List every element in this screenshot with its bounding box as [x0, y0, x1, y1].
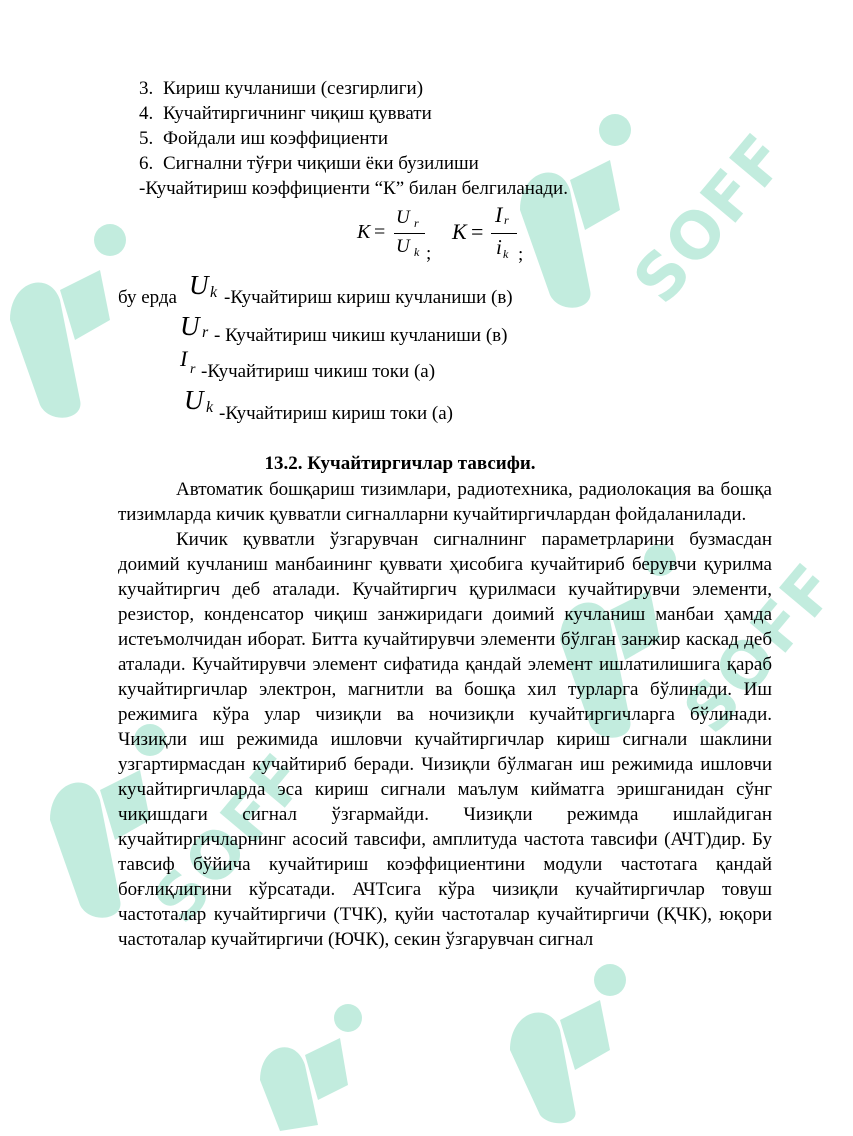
watermark-logo-icon [480, 940, 800, 1130]
watermark-logo-bottom-center [240, 990, 420, 1131]
list-item: 3. Кириш кучланиши (сезгирлиги) [139, 78, 424, 99]
section-heading: 13.2. Кучайтиргичлар тавсифи. [264, 453, 536, 474]
paragraph: Автоматик бошқариш тизимлари, радиотехника, радиолокация ва бошқа тизимларда кичик қувватли сигналларни кучайтиргичлардан фойдаланилади. [118, 479, 772, 525]
watermark-text: SOFF [670, 549, 853, 748]
fraction-bar [394, 233, 425, 234]
numbered-list [139, 76, 568, 201]
paragraph: Кичик қувватли ўзгарувчан сигналнинг параметрларини бузмасдан доимий кучланиш манбаининг қуввати ҳисобига кучайтириб берувчи қурилма кучайтиргич деб аталади. Кучайтиргич қурилмаси кучайтирувчи элементи, резистор, конденсатор чиқиш занжиридаги доимий кучланиш манбаи ҳамда истеъмолчидан иборат. Битта кучайтирувчи элементи бўлган занжир каскад деб аталади. Кучайтирувчи элемент сифатида қандай элемент ишлатилишига қараб кучайтиргичлар электрон, магнитли ва бошқа хил турларга бўлинади. Иш режимига кўра улар чизиқли ва ночизиқли кучайтиргичларга бўлинади. Чизиқли иш режимида ишловчи кучайтиргичлар кириш сигнали шаклини узгартирмасдан кучайтириб беради. Чизиқли бўлмаган иш режимида ишловчи кучайтиргичларда эса кириш сигнали маълум кийматга эришганидан сўнг чиқишдаги сигнал ўзгармайди. Чизиқли режимда ишлайдиган кучайтиргичларнинг асосий тавсифи, амплитуда частота тавсифи (АЧТ)дир. Бу тавсиф бўйича кучайтириш коэффициентини модули частотага қандай боғлиқлигини кўрсатади. АЧТсига кўра чизиқли кучайтиргичлар товуш частоталар кучайтиргичи (ТЧК), қуйи частоталар кучайтиргичи (ҚЧК), юқори частоталар кучайтиргичи (ЮЧК), секин ўзгарувчан сигнал [118, 529, 772, 950]
watermark-text: SOFF [140, 739, 323, 938]
watermark-text: SOFF [620, 119, 803, 318]
document-page: SOFF SOFF SOFF 3. Кириш кучланиши (сезгирлиги) 4. Кучайтиргичнинг чиқиш қуввати 5. Фойдали иш коэффициенти 6. Сигнални тўғри чиқиши ёки бузилиши -Кучайтириш коэффициенти “К” билан белгиланади. K = U r U k ; K = I r i k ; бу ерда U k -Кучайтириш кириш кучланиши (в) U r - Кучайтириш чикиш кучланиши (в) I r -Кучайтириш чикиш токи (а) U k -Кучайтириш кириш токи (а) 13.2. Кучайтиргичлар тавсифи. Автоматик бошқариш тизимлари, радиотехника, радиолокация ва бошқа тизимларда кичик қувватли сигналларни кучайтиргичлардан фойдаланилади. Кичик қувватли ўзгарувчан сигналнинг параметрларини бузмасдан доимий кучланиш манбаининг қуввати ҳисобига кучайтириб берувчи қурилма кучайтиргич деб аталади. Кучайтиргич қурилмаси кучайтирувчи элементи, резистор, конденсатор чиқиш занжиридаги доимий кучланиш манбаи ҳамда истеъмолчидан иборат. Битта кучайтирувчи элементи бўлган занжир каскад деб аталади. Кучайтирувчи элемент сифатида қандай элемент ишлатилишига қараб кучайтиргичлар электрон, магнитли ва бошқа хил турларга бўлинади. Иш режимига кўра улар чизиқли ва ночизиқли кучайтиргичларга бўлинади. Чизиқли иш режимида ишловчи кучайтиргичлар кириш сигнали шаклини узгартирмасдан кучайтириб беради. Чизиқли бўлмаган иш режимида ишловчи кучайтиргичларда эса кириш сигнали маълум кийматга эришганидан сўнг чиқишдаги сигнал ўзгармайди. Чизиқли режимда ишлайдиган кучайтиргичларнинг асосий тавсифи, амплитуда частота тавсифи (АЧТ)дир. Бу тавсиф бўйича кучайтириш коэффициентини модули частотага қандай боғлиқлигини кўрсатади. АЧТсига кўра чизиқли кучайтиргичлар товуш частоталар кучайтиргичи (ТЧК), қуйи частоталар кучайтиргичи (ҚЧК), юқори частоталар кучайтиргичи (ЮЧК), секин ўзгарувчан сигнал [0, 0, 800, 1131]
coefficient-line: -Кучайтириш коэффициенти “К” билан белгиланади. [139, 178, 568, 199]
watermark-logo-icon [240, 990, 420, 1131]
watermark-logo-bottom-right [480, 940, 800, 1130]
fraction-bar [491, 233, 517, 234]
list-item: 6. Сигнални тўғри чиқиши ёки бузилиши [139, 153, 479, 174]
body-text [118, 477, 772, 952]
list-item: 4. Кучайтиргичнинг чиқиш қуввати [139, 103, 432, 124]
list-item: 5. Фойдали иш коэффициенти [139, 128, 389, 149]
